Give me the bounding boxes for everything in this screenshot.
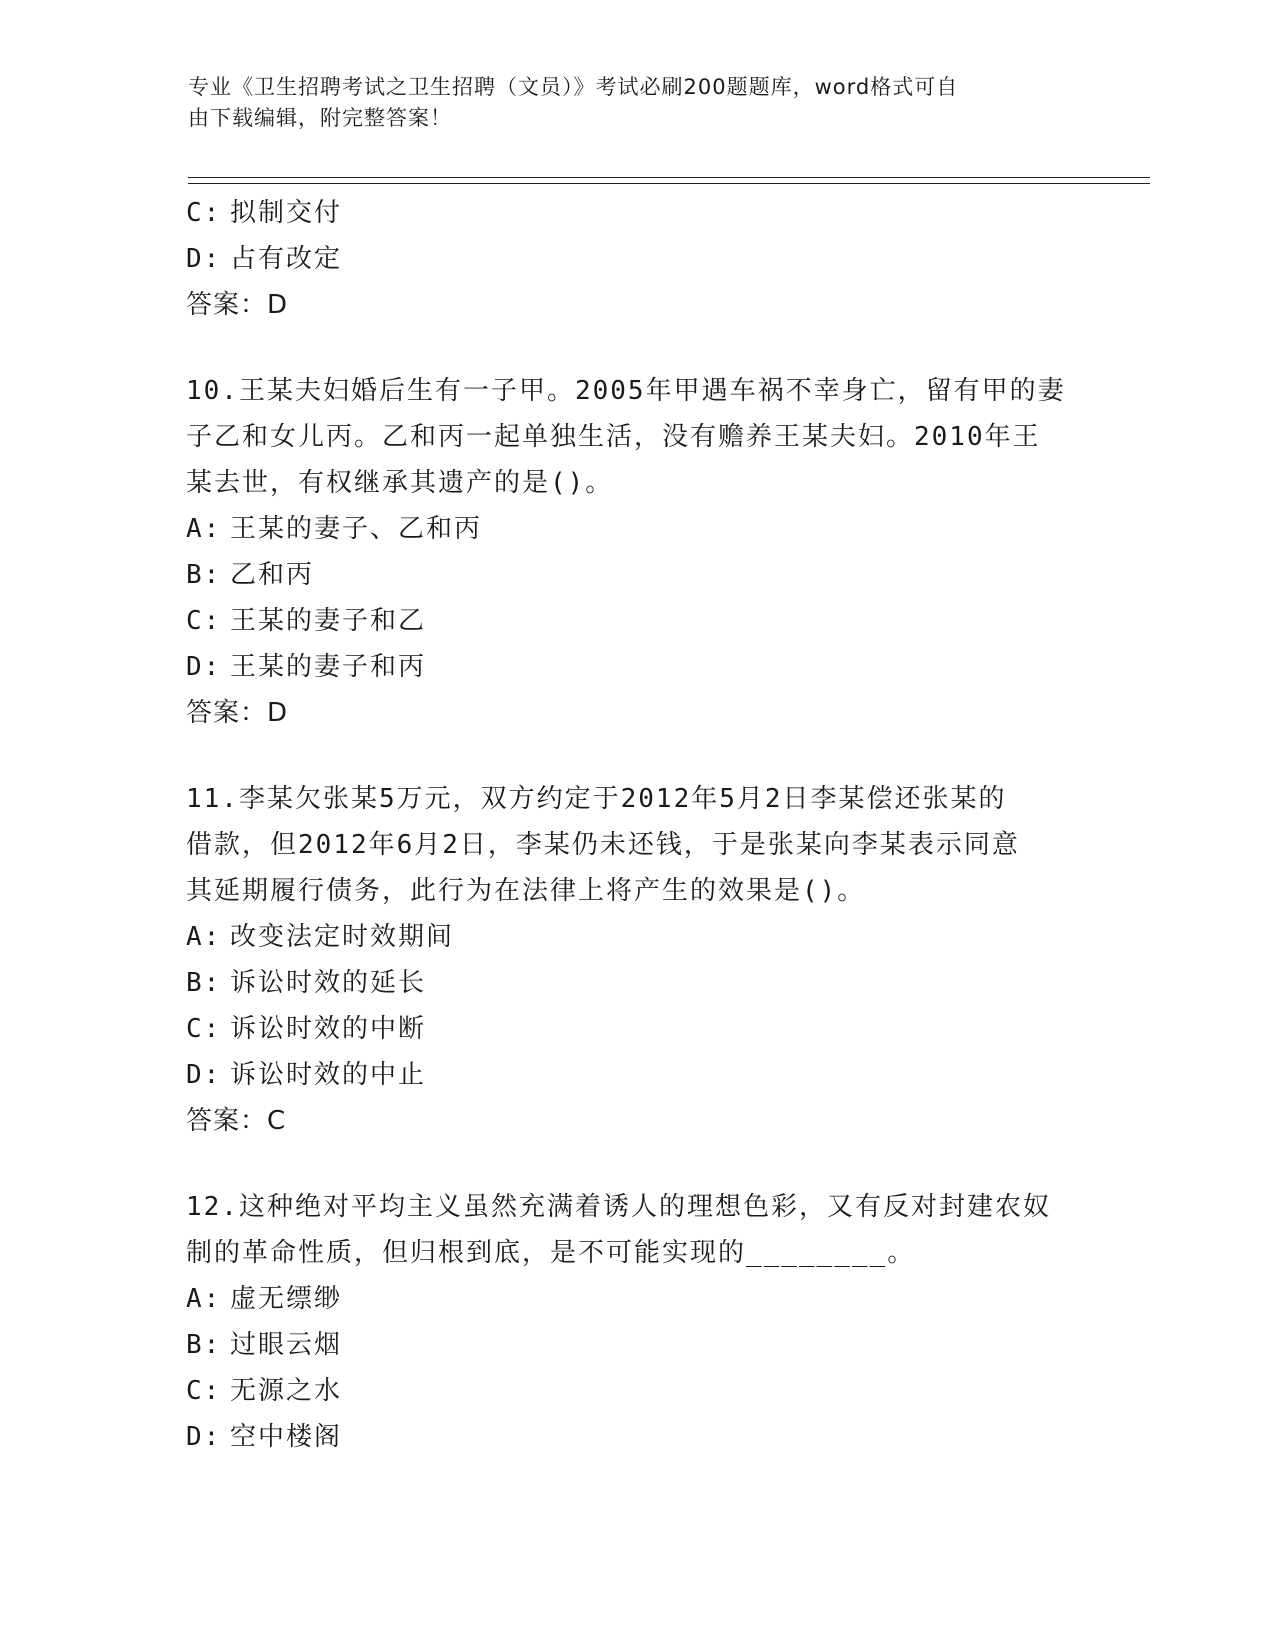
option-text: 乙和丙 <box>230 560 315 590</box>
header-divider-bottom <box>188 183 1150 184</box>
question-12 <box>186 1184 1086 1460</box>
option-c <box>186 598 1086 644</box>
header-divider-top <box>188 177 1150 178</box>
question-11 <box>186 776 1086 1144</box>
option-b <box>186 1322 1086 1368</box>
option-key: B: <box>186 560 222 590</box>
question-content <box>186 190 1086 1460</box>
question-line: 11.李某欠张某5万元，双方约定于2012年5月2日李某偿还张某的 <box>186 784 1007 814</box>
option-key: C: <box>186 1376 222 1406</box>
option-key: D: <box>186 652 222 682</box>
question-line: 其延期履行债务，此行为在法律上将产生的效果是()。 <box>186 876 866 906</box>
option-text: 王某的妻子和丙 <box>230 652 427 682</box>
option-key: B: <box>186 968 222 998</box>
answer-line: 答案：C <box>186 1106 287 1136</box>
option-key: D: <box>186 1060 222 1090</box>
previous-question-tail <box>186 190 1086 328</box>
question-text <box>186 368 1086 506</box>
answer-line: 答案：D <box>186 290 289 320</box>
option-key: D: <box>186 1422 222 1452</box>
option-d <box>186 236 1086 282</box>
option-c <box>186 190 1086 236</box>
option-a <box>186 506 1086 552</box>
option-c <box>186 1368 1086 1414</box>
header-line-1: 专业《卫生招聘考试之卫生招聘（文员）》考试必刷200题题库，word格式可自 <box>188 75 959 99</box>
option-key: B: <box>186 1330 222 1360</box>
document-header <box>188 72 1068 134</box>
option-text: 改变法定时效期间 <box>230 922 455 952</box>
answer-line: 答案：D <box>186 698 289 728</box>
option-text: 拟制交付 <box>230 198 343 228</box>
option-b <box>186 552 1086 598</box>
option-d <box>186 1414 1086 1460</box>
option-text: 空中楼阁 <box>230 1422 343 1452</box>
option-key: A: <box>186 1284 222 1314</box>
option-text: 王某的妻子、乙和丙 <box>230 514 483 544</box>
option-a <box>186 914 1086 960</box>
question-line: 某去世，有权继承其遗产的是()。 <box>186 468 614 498</box>
question-text <box>186 1184 1086 1276</box>
question-10 <box>186 368 1086 736</box>
question-line: 12.这种绝对平均主义虽然充满着诱人的理想色彩，又有反对封建农奴 <box>186 1192 1051 1222</box>
option-text: 虚无缥缈 <box>230 1284 343 1314</box>
option-b <box>186 960 1086 1006</box>
option-c <box>186 1006 1086 1052</box>
question-text <box>186 776 1086 914</box>
option-text: 王某的妻子和乙 <box>230 606 427 636</box>
header-line-2: 由下载编辑，附完整答案！ <box>188 106 452 130</box>
option-key: D: <box>186 244 222 274</box>
question-line: 借款，但2012年6月2日，李某仍未还钱，于是张某向李某表示同意 <box>186 830 1020 860</box>
option-key: A: <box>186 922 222 952</box>
question-line: 制的革命性质，但归根到底，是不可能实现的________。 <box>186 1238 916 1268</box>
option-key: C: <box>186 1014 222 1044</box>
option-key: C: <box>186 606 222 636</box>
question-line: 子乙和女儿丙。乙和丙一起单独生活，没有赡养王某夫妇。2010年王 <box>186 422 1041 452</box>
option-text: 过眼云烟 <box>230 1330 343 1360</box>
option-d <box>186 1052 1086 1098</box>
question-line: 10.王某夫妇婚后生有一子甲。2005年甲遇车祸不幸身亡，留有甲的妻 <box>186 376 1066 406</box>
option-key: A: <box>186 514 222 544</box>
option-text: 诉讼时效的延长 <box>230 968 427 998</box>
option-d <box>186 644 1086 690</box>
option-text: 占有改定 <box>230 244 343 274</box>
option-text: 无源之水 <box>230 1376 343 1406</box>
option-key: C: <box>186 198 222 228</box>
option-text: 诉讼时效的中断 <box>230 1014 427 1044</box>
option-text: 诉讼时效的中止 <box>230 1060 427 1090</box>
option-a <box>186 1276 1086 1322</box>
